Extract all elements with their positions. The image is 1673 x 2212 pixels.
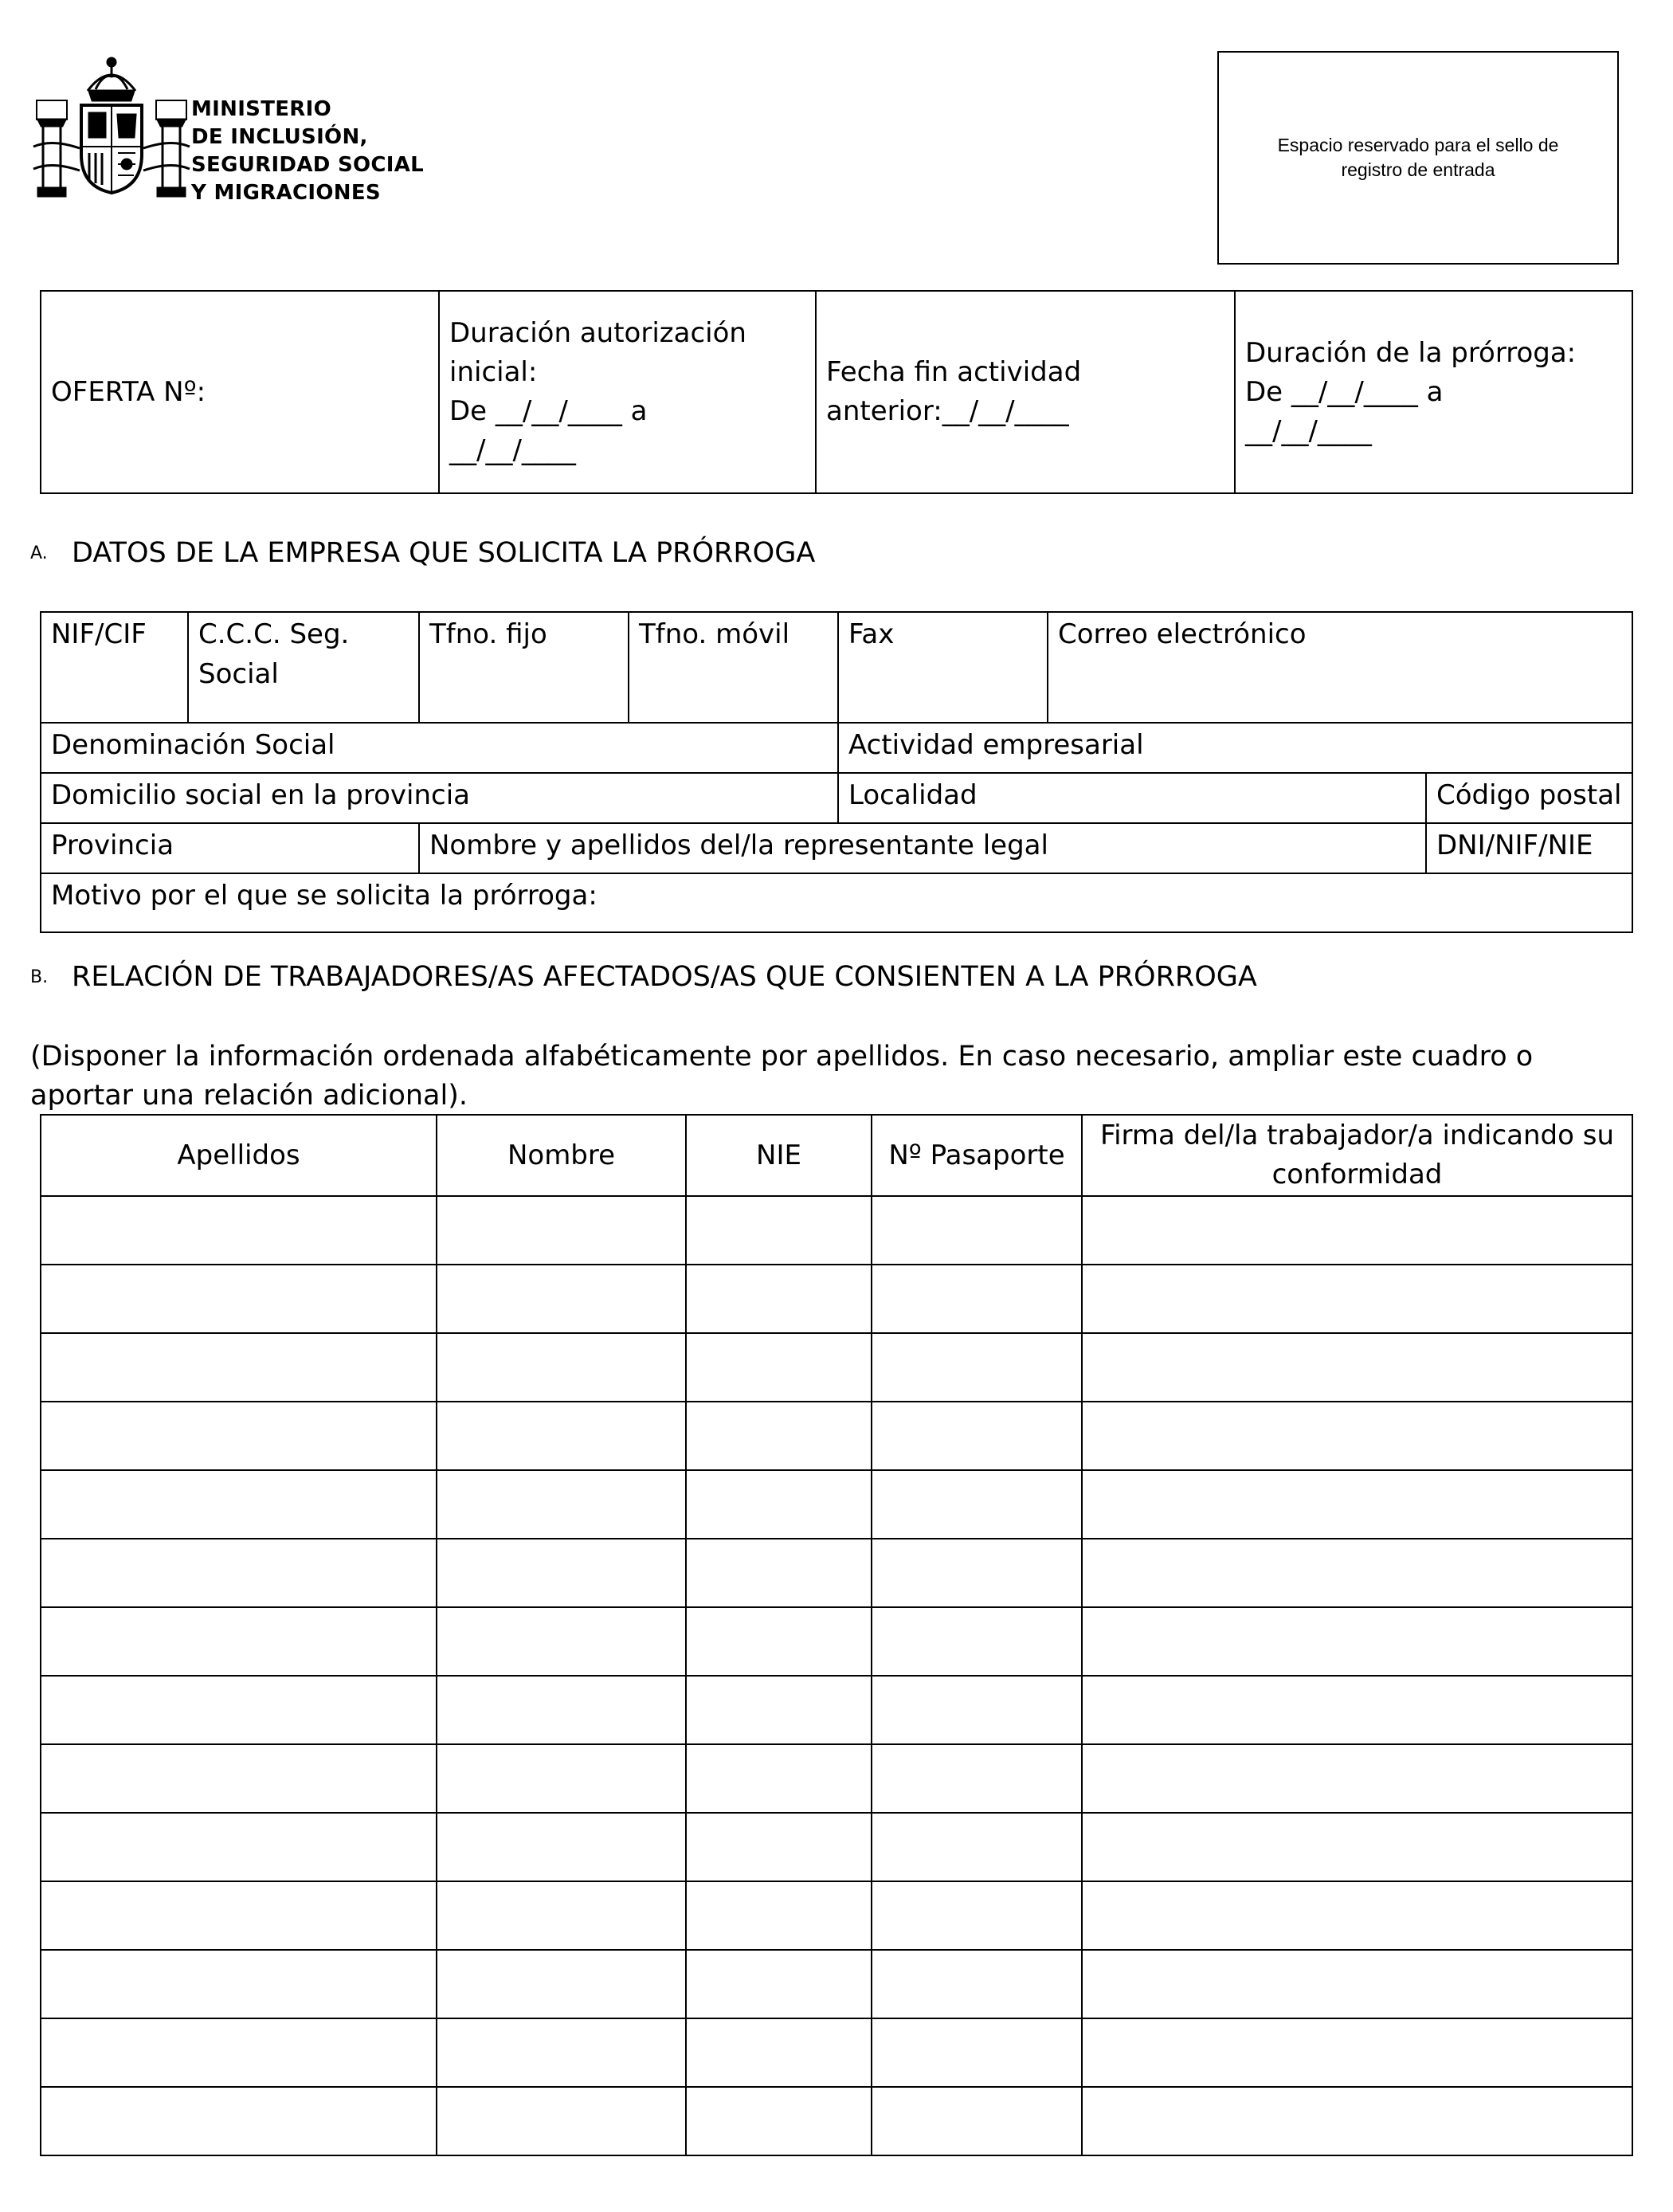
offer-number-label: OFERTA Nº: <box>51 375 206 408</box>
worker-passport-cell[interactable] <box>872 1539 1082 1607</box>
section-a-letter: A. <box>30 543 48 563</box>
worker-surnames-cell[interactable] <box>41 1813 437 1881</box>
nif-cif-field[interactable] <box>41 612 188 723</box>
worker-passport-cell[interactable] <box>872 2018 1082 2087</box>
extension-reason-label: Motivo por el que se solicita la prórroga: <box>51 880 598 912</box>
mobile-phone-field[interactable] <box>629 612 838 723</box>
worker-signature-cell[interactable] <box>1082 1402 1632 1470</box>
worker-nie-cell[interactable] <box>686 2018 872 2087</box>
worker-signature-cell[interactable] <box>1082 1196 1632 1265</box>
worker-surnames-cell[interactable] <box>41 1676 437 1744</box>
business-activity-label: Actividad empresarial <box>848 729 1144 761</box>
worker-signature-cell[interactable] <box>1082 1265 1632 1333</box>
worker-signature-cell[interactable] <box>1082 1333 1632 1402</box>
table-row <box>41 1881 1632 1950</box>
section-a-title: DATOS DE LA EMPRESA QUE SOLICITA LA PRÓRROGA <box>72 537 816 569</box>
worker-nie-cell[interactable] <box>686 1402 872 1470</box>
worker-surnames-cell[interactable] <box>41 1265 437 1333</box>
column-header-surnames: Apellidos <box>41 1115 437 1196</box>
worker-name-cell[interactable] <box>437 1333 686 1402</box>
worker-passport-cell[interactable] <box>872 1881 1082 1950</box>
ministry-line: DE INCLUSIÓN, <box>191 125 368 149</box>
section-b-heading <box>30 958 1257 997</box>
locality-label: Localidad <box>848 779 978 811</box>
worker-name-cell[interactable] <box>437 1676 686 1744</box>
worker-name-cell[interactable] <box>437 1950 686 2018</box>
worker-signature-cell[interactable] <box>1082 1881 1632 1950</box>
table-row <box>41 1402 1632 1470</box>
section-b-letter: B. <box>30 967 49 987</box>
worker-surnames-cell[interactable] <box>41 1402 437 1470</box>
worker-surnames-cell[interactable] <box>41 1470 437 1539</box>
worker-name-cell[interactable] <box>437 1813 686 1881</box>
section-b-title: RELACIÓN DE TRABAJADORES/AS AFECTADOS/AS QUE CONSIENTEN A LA PRÓRROGA <box>72 961 1257 993</box>
postal-code-field[interactable] <box>1426 773 1632 823</box>
worker-surnames-cell[interactable] <box>41 1539 437 1607</box>
worker-passport-cell[interactable] <box>872 1196 1082 1265</box>
offer-number-field[interactable] <box>41 291 439 493</box>
workers-list-note: (Disponer la información ordenada alfabéticamente por apellidos. En caso necesario, ampliar este cuadro o aportar una relación adicional). <box>30 1041 1534 1112</box>
extension-duration-line: Duración de la prórroga: <box>1245 336 1577 369</box>
worker-surnames-cell[interactable] <box>41 1744 437 1813</box>
worker-signature-cell[interactable] <box>1082 1950 1632 2018</box>
ccc-field[interactable] <box>188 612 419 723</box>
company-name-label: Denominación Social <box>51 729 335 761</box>
table-row <box>41 1470 1632 1539</box>
ministry-line: SEGURIDAD SOCIAL <box>191 153 425 177</box>
ccc-label-line: Social <box>198 658 279 690</box>
worker-passport-cell[interactable] <box>872 1402 1082 1470</box>
province-label: Provincia <box>51 830 174 861</box>
business-activity-field[interactable] <box>838 723 1632 773</box>
worker-signature-cell[interactable] <box>1082 1744 1632 1813</box>
coat-of-arms-logo <box>32 53 191 204</box>
worker-name-cell[interactable] <box>437 1539 686 1607</box>
worker-surnames-cell[interactable] <box>41 1196 437 1265</box>
worker-nie-cell[interactable] <box>686 1539 872 1607</box>
worker-name-cell[interactable] <box>437 2087 686 2155</box>
fax-label: Fax <box>848 618 895 650</box>
worker-passport-cell[interactable] <box>872 1333 1082 1402</box>
postal-code-label: Código postal <box>1436 779 1622 811</box>
dni-field[interactable] <box>1426 823 1632 873</box>
worker-nie-cell[interactable] <box>686 1744 872 1813</box>
worker-surnames-cell[interactable] <box>41 2087 437 2155</box>
table-row <box>41 1744 1632 1813</box>
fax-field[interactable] <box>838 612 1048 723</box>
ministry-line: MINISTERIO <box>191 97 331 121</box>
registered-address-label: Domicilio social en la provincia <box>51 779 471 811</box>
worker-signature-cell[interactable] <box>1082 1813 1632 1881</box>
workers-table-header <box>41 1115 1632 1196</box>
column-header-signature: Firma del/la trabajador/a indicando su conformidad <box>1082 1115 1632 1196</box>
worker-nie-cell[interactable] <box>686 1607 872 1676</box>
worker-passport-cell[interactable] <box>872 1676 1082 1744</box>
table-row <box>41 1196 1632 1265</box>
initial-duration-line: De __/__/____ a <box>449 395 648 427</box>
landline-phone-field[interactable] <box>419 612 629 723</box>
workers-table <box>40 1114 1633 2156</box>
table-row <box>41 1676 1632 1744</box>
ministry-name <box>191 96 424 207</box>
worker-signature-cell[interactable] <box>1082 1539 1632 1607</box>
worker-nie-cell[interactable] <box>686 1470 872 1539</box>
table-row <box>41 1813 1632 1881</box>
table-row <box>41 1950 1632 2018</box>
worker-name-cell[interactable] <box>437 1607 686 1676</box>
extension-duration-line: __/__/____ <box>1245 414 1372 447</box>
worker-passport-cell[interactable] <box>872 1607 1082 1676</box>
previous-activity-end-date-field[interactable] <box>816 291 1235 493</box>
column-header-nie: NIE <box>686 1115 872 1196</box>
worker-passport-cell[interactable] <box>872 1813 1082 1881</box>
worker-nie-cell[interactable] <box>686 1196 872 1265</box>
worker-nie-cell[interactable] <box>686 1950 872 2018</box>
worker-name-cell[interactable] <box>437 1744 686 1813</box>
worker-signature-cell[interactable] <box>1082 1676 1632 1744</box>
landline-phone-label: Tfno. fijo <box>429 618 547 650</box>
province-field[interactable] <box>41 823 419 873</box>
workers-table-body <box>41 1196 1632 2155</box>
ccc-label-line: C.C.C. Seg. <box>198 618 350 650</box>
worker-surnames-cell[interactable] <box>41 1607 437 1676</box>
end-date-line: anterior:__/__/____ <box>826 395 1069 427</box>
initial-authorization-duration-field[interactable] <box>439 291 816 493</box>
extension-duration-line: De __/__/____ a <box>1245 375 1444 408</box>
worker-signature-cell[interactable] <box>1082 1607 1632 1676</box>
worker-nie-cell[interactable] <box>686 2087 872 2155</box>
worker-signature-cell[interactable] <box>1082 2087 1632 2155</box>
mobile-phone-label: Tfno. móvil <box>639 618 790 650</box>
worker-nie-cell[interactable] <box>686 1813 872 1881</box>
worker-surnames-cell[interactable] <box>41 1950 437 2018</box>
nif-cif-label: NIF/CIF <box>51 618 147 650</box>
company-data-table <box>40 611 1633 933</box>
worker-name-cell[interactable] <box>437 1881 686 1950</box>
extension-reason-field[interactable] <box>41 873 1632 932</box>
email-label: Correo electrónico <box>1058 618 1307 650</box>
worker-nie-cell[interactable] <box>686 1265 872 1333</box>
worker-signature-cell[interactable] <box>1082 1470 1632 1539</box>
worker-surnames-cell[interactable] <box>41 1333 437 1402</box>
worker-passport-cell[interactable] <box>872 1950 1082 2018</box>
worker-surnames-cell[interactable] <box>41 2018 437 2087</box>
locality-field[interactable] <box>838 773 1426 823</box>
worker-passport-cell[interactable] <box>872 1470 1082 1539</box>
worker-nie-cell[interactable] <box>686 1333 872 1402</box>
worker-name-cell[interactable] <box>437 2018 686 2087</box>
worker-name-cell[interactable] <box>437 1470 686 1539</box>
worker-name-cell[interactable] <box>437 1265 686 1333</box>
stamp-box-text: Espacio reservado para el sello de registro de entrada <box>1277 135 1559 180</box>
worker-surnames-cell[interactable] <box>41 1881 437 1950</box>
company-name-field[interactable] <box>41 723 838 773</box>
registry-stamp-box <box>1217 51 1619 265</box>
ministry-line: Y MIGRACIONES <box>191 181 381 205</box>
extension-duration-field[interactable] <box>1235 291 1632 493</box>
section-a-heading <box>30 534 815 573</box>
worker-passport-cell[interactable] <box>872 1265 1082 1333</box>
end-date-line: Fecha fin actividad <box>826 356 1082 388</box>
table-row <box>41 1333 1632 1402</box>
worker-name-cell[interactable] <box>437 1402 686 1470</box>
initial-duration-line: inicial: <box>449 356 538 388</box>
dni-label: DNI/NIF/NIE <box>1436 830 1593 861</box>
registered-address-field[interactable] <box>41 773 838 823</box>
table-row <box>41 2018 1632 2087</box>
table-row <box>41 1607 1632 1676</box>
table-row <box>41 2087 1632 2155</box>
worker-passport-cell[interactable] <box>872 1744 1082 1813</box>
column-header-passport: Nº Pasaporte <box>872 1115 1082 1196</box>
worker-passport-cell[interactable] <box>872 2087 1082 2155</box>
worker-signature-cell[interactable] <box>1082 2018 1632 2087</box>
offer-info-table <box>40 290 1633 494</box>
worker-nie-cell[interactable] <box>686 1676 872 1744</box>
worker-name-cell[interactable] <box>437 1196 686 1265</box>
initial-duration-line: __/__/____ <box>449 434 576 466</box>
email-field[interactable] <box>1048 612 1632 723</box>
table-row <box>41 1265 1632 1333</box>
table-row <box>41 1539 1632 1607</box>
column-header-name: Nombre <box>437 1115 686 1196</box>
worker-nie-cell[interactable] <box>686 1881 872 1950</box>
legal-representative-field[interactable] <box>419 823 1426 873</box>
legal-representative-label: Nombre y apellidos del/la representante legal <box>429 830 1048 861</box>
initial-duration-line: Duración autorización <box>449 317 746 349</box>
